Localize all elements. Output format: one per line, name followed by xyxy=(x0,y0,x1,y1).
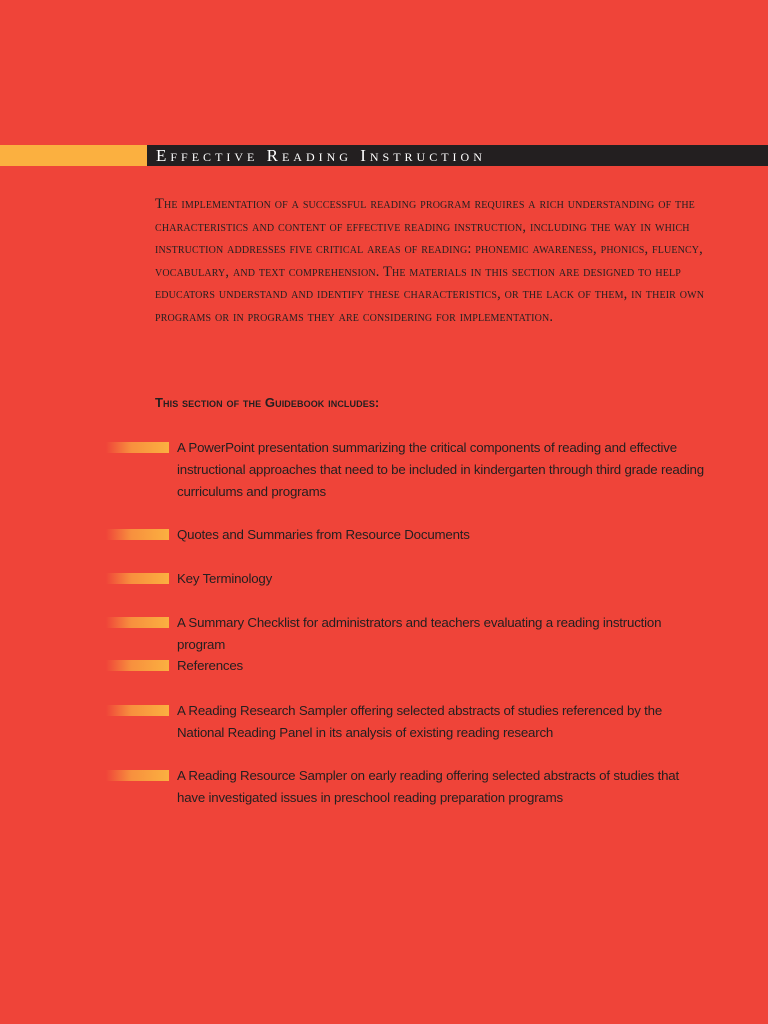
list-item-text: References xyxy=(177,658,243,673)
title-bar xyxy=(0,145,768,166)
page-title: Effective Reading Instruction xyxy=(156,146,486,165)
list-item-text: A Reading Research Sampler offering selected abstracts of studies referenced by the National Reading Panel in its analysis of existing reading research xyxy=(177,703,663,740)
bullet-bar xyxy=(106,705,169,716)
list-item-text: A Reading Resource Sampler on early reading offering selected abstracts of studies that have investigated issues in preschool reading preparation programs xyxy=(177,768,679,805)
bullet-bar xyxy=(106,617,169,628)
list-item-text: Quotes and Summaries from Resource Documents xyxy=(177,527,470,542)
list-item-text: A Summary Checklist for administrators and teachers evaluating a reading instruction program xyxy=(177,615,662,652)
bullet-bar xyxy=(106,770,169,781)
title-bar-accent xyxy=(0,145,147,166)
bullet-bar xyxy=(106,660,169,671)
bullet-bar xyxy=(106,529,169,540)
bullet-bar xyxy=(106,442,169,453)
list-item-text: A PowerPoint presentation summarizing the critical components of reading and effective instructional approaches that need to be included in kindergarten through third grade reading curriculums and programs xyxy=(177,440,704,499)
bullet-bar xyxy=(106,573,169,584)
section-heading: This section of the Guidebook includes: xyxy=(155,395,380,410)
list-item-text: Key Terminology xyxy=(177,571,273,586)
intro-paragraph: The implementation of a successful reading program requires a rich understanding of the characteristics and content of effective reading instruction, including the way in which instruction addresses five critical areas of reading: phonemic awareness, phonics, fluency, vocabulary, and text comprehension. The materials in this section are designed to help educators understand and identify these characteristics, or the lack of them, in their own programs or in programs they are considering for implementation. xyxy=(155,196,705,325)
